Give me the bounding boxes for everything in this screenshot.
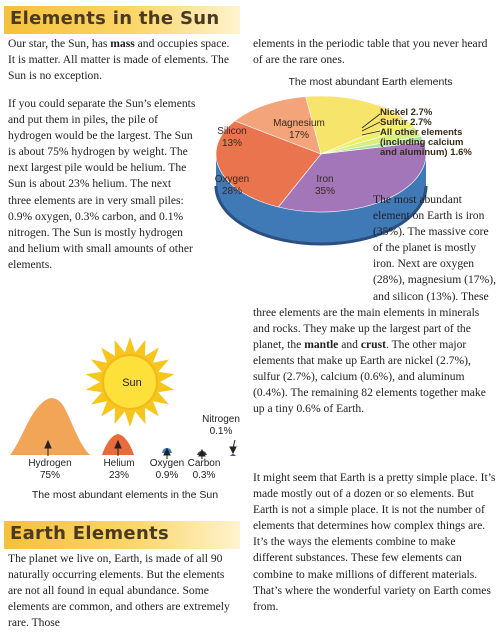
bold-term-crust: crust xyxy=(360,337,386,351)
hydrogen-label: Hydrogen 75% xyxy=(28,458,72,481)
sun-section-heading: Elements in the Sun xyxy=(4,6,240,34)
pie-label-iron: Iron 35% xyxy=(314,174,335,197)
earth-column2-top: elements in the periodic table that you never heard of are the rare ones. xyxy=(253,37,488,67)
pie-label-silicon: Silicon 13% xyxy=(217,126,247,149)
earth-paragraph-1: The planet we live on, Earth, is made of all 90 naturally occurring elements. But the elements are not all found in equal abundance. Some elements are common, and others are extremely rare. Those xyxy=(8,552,230,630)
nitrogen-pile xyxy=(230,454,236,456)
bold-term-mass: mass xyxy=(110,37,135,50)
helium-label: Helium 23% xyxy=(103,458,135,481)
earth-paragraph-2: The most abundant element on Earth is iron (35%). The massive core of the planet is mostly iron. Next are oxygen (28%), magnesium (17%), and silicon (13%). These three elements are the main elements in minerals and rocks. They make up the largest part of the planet, the mantle and crust. The other major elements that make up Earth are nickel (2.7%), sulfur (2.7%), calcium (0.6%), and aluminum (0.4%). The remaining 82 elements together make up a tiny 0.6% of Earth. xyxy=(253,193,496,416)
sun-paragraph-1: Our star, the Sun, has mass and occupies space. It is matter. All matter is made of elements. The Sun is no exception. xyxy=(8,37,230,83)
sun-figure-caption: The most abundant elements in the Sun xyxy=(31,489,219,501)
oxygen-label: Oxygen 0.9% xyxy=(149,458,185,481)
chart-title: The most abundant Earth elements xyxy=(288,76,453,88)
bold-term-mantle: mantle xyxy=(304,337,339,351)
pie-label-magnesium: Magnesium 17% xyxy=(273,118,325,141)
pie-small-slices-legend: Nickel 2.7% Sulfur 2.7% All other elements (including calcium and aluminum) 1.6% xyxy=(380,107,472,158)
legend-leader-lines xyxy=(356,112,386,142)
nitrogen-label: Nitrogen 0.1% xyxy=(202,414,240,437)
sun-label: Sun xyxy=(122,377,142,389)
sun-paragraph-2: If you could separate the Sun’s elements and put them in piles, the pile of hydrogen would be the largest. The Sun is about 75% hydrogen by weight. The next largest pile would be helium. The Sun is about 23% helium. The next three elements are in very small piles: 0.9% oxygen, 0.3% carbon, and 0.1% nitrogen. The Sun is mostly hydrogen and helium with small amounts of other elements. xyxy=(8,97,196,271)
earth-section-heading: Earth Elements xyxy=(4,521,240,549)
earth-paragraph-3: It might seem that Earth is a pretty simple place. It’s made mostly out of a dozen or so elements. But Earth is not a simple place. It is not the number of elements that determines how complex things are. It’s the ways the elements combine to make different substances. These few elements can combine to make millions of different materials. That’s where the wonderful variety on Earth comes from. xyxy=(253,471,496,613)
pie-label-oxygen: Oxygen 28% xyxy=(214,174,250,197)
carbon-label: Carbon 0.3% xyxy=(187,458,221,481)
